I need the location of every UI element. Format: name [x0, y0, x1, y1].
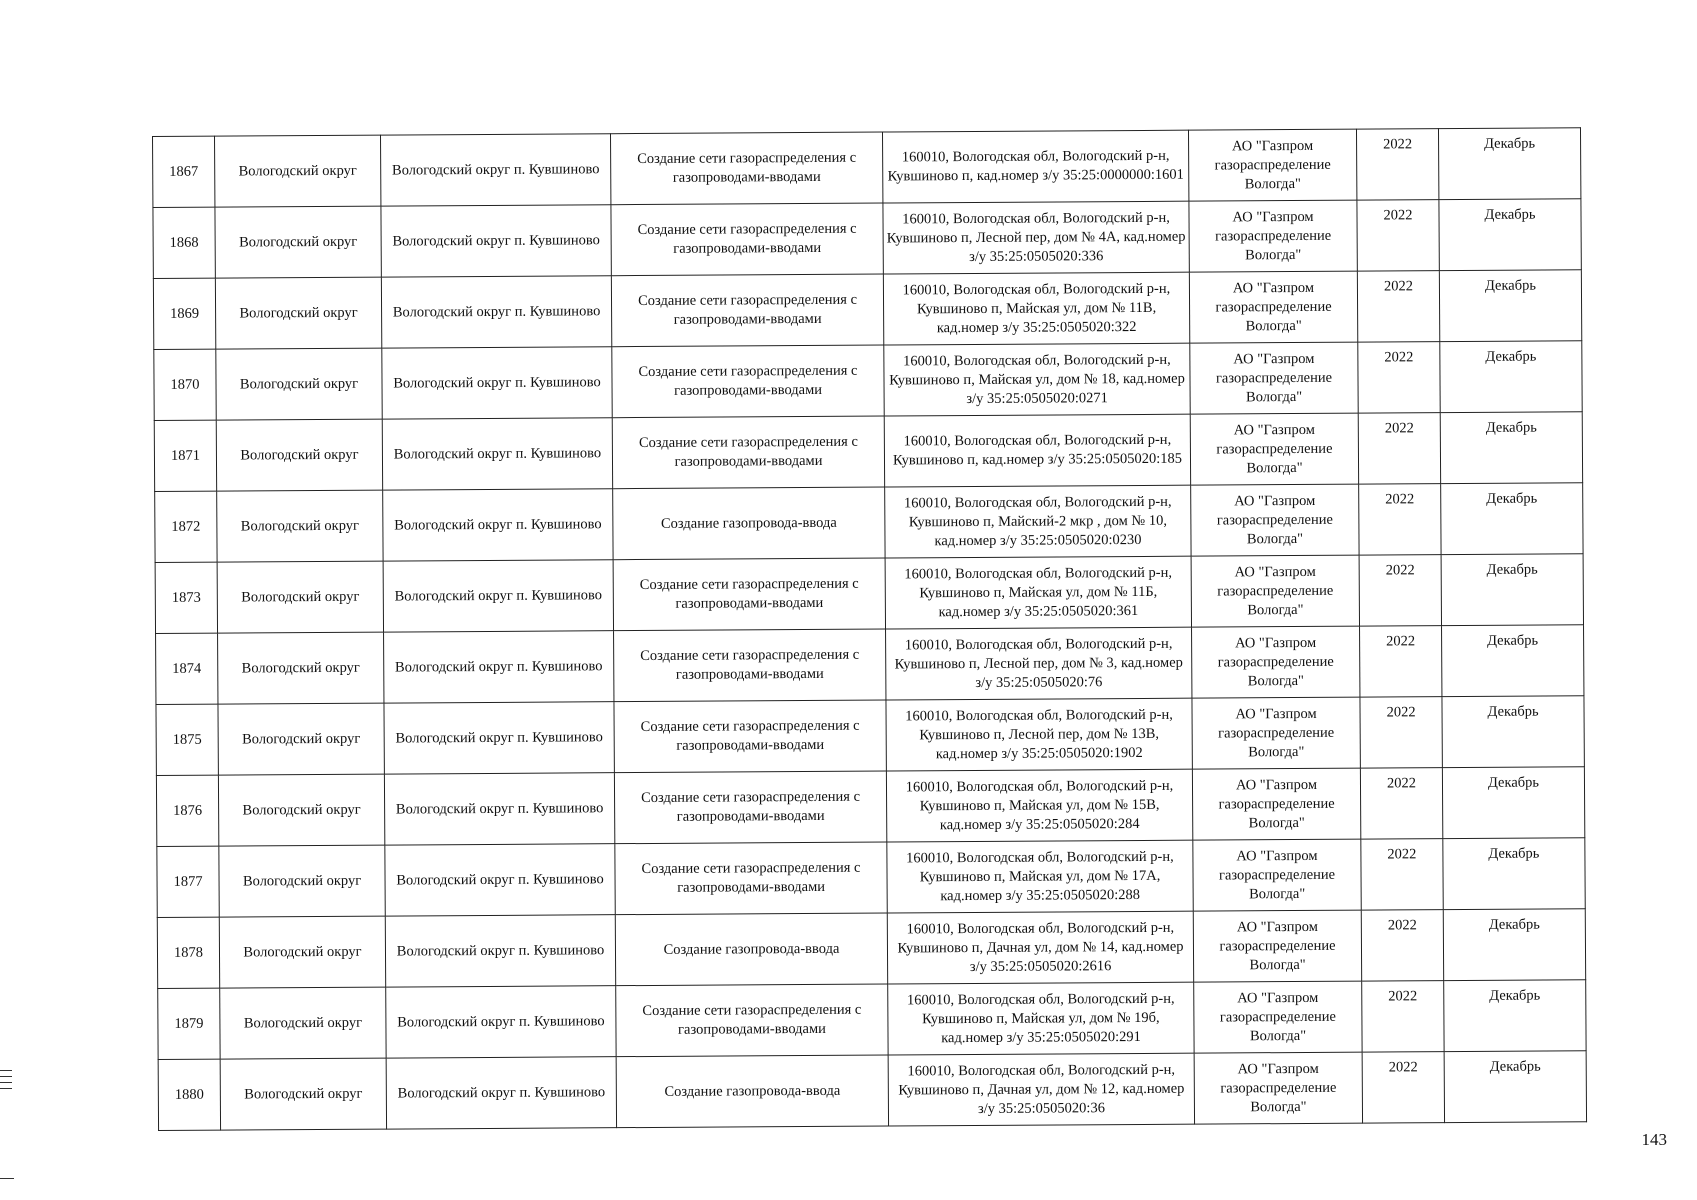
district-cell: Вологодский округ — [217, 490, 383, 562]
district-cell: Вологодский округ — [218, 632, 384, 704]
work-type-cell: Создание газопровода-ввода — [613, 487, 885, 560]
work-type-cell: Создание газопровода-ввода — [616, 1055, 888, 1128]
year-cell: 2022 — [1362, 1052, 1444, 1123]
year-cell: 2022 — [1357, 271, 1439, 342]
table-row — [157, 909, 1585, 989]
row-number: 1878 — [157, 917, 219, 988]
year-cell: 2022 — [1356, 129, 1438, 200]
table-row — [156, 696, 1584, 776]
work-type-cell: Создание сети газораспределения с газопроводами-вводами — [614, 771, 886, 844]
district-cell: Вологодский округ — [219, 916, 385, 988]
row-number: 1875 — [156, 704, 218, 775]
address-cell: 160010, Вологодская обл, Вологодский р-н, Кувшиново п, Майская ул, дом № 11Б, кад.номер з/у 35:25:0505020:361 — [885, 556, 1191, 629]
district-cell: Вологодский округ — [220, 1058, 386, 1130]
row-number: 1869 — [153, 278, 215, 349]
month-cell: Декабрь — [1444, 980, 1586, 1052]
address-cell: 160010, Вологодская обл, Вологодский р-н, Кувшиново п, Лесной пер, дом № 4А, кад.номер з/у 35:25:0505020:336 — [883, 201, 1189, 274]
organization-cell: АО "Газпром газораспределение Вологда" — [1189, 200, 1357, 272]
work-type-cell: Создание сети газораспределения с газопроводами-вводами — [612, 345, 884, 418]
row-number: 1870 — [154, 349, 216, 420]
year-cell: 2022 — [1361, 910, 1443, 981]
table-row — [156, 767, 1584, 847]
table-row — [157, 838, 1585, 918]
row-number: 1868 — [153, 207, 215, 278]
address-cell: 160010, Вологодская обл, Вологодский р-н, Кувшиново п, Дачная ул, дом № 14, кад.номер з/у 35:25:0505020:2616 — [887, 911, 1193, 984]
row-number: 1874 — [156, 633, 218, 704]
month-cell: Декабрь — [1443, 838, 1585, 910]
month-cell: Декабрь — [1441, 554, 1583, 626]
year-cell: 2022 — [1361, 839, 1443, 910]
address-cell: 160010, Вологодская обл, Вологодский р-н, Кувшиново п, Майская ул, дом № 17А, кад.номер з/у 35:25:0505020:288 — [887, 840, 1193, 913]
organization-cell: АО "Газпром газораспределение Вологда" — [1194, 1052, 1362, 1124]
locality-cell: Вологодский округ п. Кувшиново — [381, 276, 611, 348]
row-number: 1867 — [153, 136, 215, 207]
address-cell: 160010, Вологодская обл, Вологодский р-н, Кувшиново п, Майская ул, дом № 15В, кад.номер з/у 35:25:0505020:284 — [886, 769, 1192, 842]
district-cell: Вологодский округ — [215, 206, 381, 278]
organization-cell: АО "Газпром газораспределение Вологда" — [1192, 697, 1360, 769]
month-cell: Декабрь — [1444, 1051, 1586, 1123]
work-type-cell: Создание сети газораспределения с газопроводами-вводами — [611, 203, 883, 276]
month-cell: Декабрь — [1439, 270, 1581, 342]
table-row — [153, 199, 1581, 279]
address-cell: 160010, Вологодская обл, Вологодский р-н, Кувшиново п, Майская ул, дом № 18, кад.номер з/у 35:25:0505020:0271 — [884, 343, 1190, 416]
work-type-cell: Создание газопровода-ввода — [615, 913, 887, 986]
address-cell: 160010, Вологодская обл, Вологодский р-н, Кувшиново п, Лесной пер, дом № 3, кад.номер з/у 35:25:0505020:76 — [886, 627, 1192, 700]
month-cell: Декабрь — [1439, 199, 1581, 271]
district-cell: Вологодский округ — [217, 561, 383, 633]
district-cell: Вологодский округ — [218, 774, 384, 846]
gas-connection-table — [152, 127, 1587, 1131]
address-cell: 160010, Вологодская обл, Вологодский р-н, Кувшиново п, Майская ул, дом № 11В, кад.номер з/у 35:25:0505020:322 — [883, 272, 1189, 345]
row-number: 1880 — [158, 1059, 220, 1130]
table-row — [154, 412, 1582, 492]
district-cell: Вологодский округ — [215, 277, 381, 349]
month-cell: Декабрь — [1438, 128, 1580, 200]
table-body — [153, 128, 1587, 1131]
year-cell: 2022 — [1360, 626, 1442, 697]
locality-cell: Вологодский округ п. Кувшиново — [385, 915, 615, 987]
margin-line — [0, 1178, 14, 1179]
organization-cell: АО "Газпром газораспределение Вологда" — [1194, 981, 1362, 1053]
organization-cell: АО "Газпром газораспределение Вологда" — [1190, 413, 1358, 485]
locality-cell: Вологодский округ п. Кувшиново — [386, 986, 616, 1058]
year-cell: 2022 — [1357, 200, 1439, 271]
locality-cell: Вологодский округ п. Кувшиново — [383, 489, 613, 561]
organization-cell: АО "Газпром газораспределение Вологда" — [1191, 555, 1359, 627]
district-cell: Вологодский округ — [218, 703, 384, 775]
year-cell: 2022 — [1358, 413, 1440, 484]
table-row — [153, 270, 1581, 350]
locality-cell: Вологодский округ п. Кувшиново — [385, 844, 615, 916]
table-row — [156, 625, 1584, 705]
year-cell: 2022 — [1360, 768, 1442, 839]
month-cell: Декабрь — [1442, 767, 1584, 839]
locality-cell: Вологодский округ п. Кувшиново — [384, 773, 614, 845]
locality-cell: Вологодский округ п. Кувшиново — [382, 347, 612, 419]
locality-cell: Вологодский округ п. Кувшиново — [386, 1057, 616, 1129]
year-cell: 2022 — [1359, 484, 1441, 555]
locality-cell: Вологодский округ п. Кувшиново — [380, 134, 610, 206]
district-cell: Вологодский округ — [220, 987, 386, 1059]
page-number: 143 — [1641, 1130, 1667, 1149]
address-cell: 160010, Вологодская обл, Вологодский р-н, Кувшиново п, Майская ул, дом № 19б, кад.номер з/у 35:25:0505020:291 — [888, 982, 1194, 1055]
row-number: 1879 — [158, 988, 220, 1059]
year-cell: 2022 — [1358, 342, 1440, 413]
organization-cell: АО "Газпром газораспределение Вологда" — [1188, 129, 1356, 201]
year-cell: 2022 — [1359, 555, 1441, 626]
address-cell: 160010, Вологодская обл, Вологодский р-н, Кувшиново п, кад.номер з/у 35:25:0000000:1601 — [882, 130, 1188, 203]
address-cell: 160010, Вологодская обл, Вологодский р-н, Кувшиново п, Майский-2 мкр , дом № 10, кад.номер з/у 35:25:0505020:0230 — [885, 485, 1191, 558]
work-type-cell: Создание сети газораспределения с газопроводами-вводами — [615, 842, 887, 915]
district-cell: Вологодский округ — [215, 135, 381, 207]
table-row — [155, 483, 1583, 563]
work-type-cell: Создание сети газораспределения с газопроводами-вводами — [610, 132, 882, 205]
row-number: 1872 — [155, 491, 217, 562]
margin-marks — [0, 1070, 12, 1094]
organization-cell: АО "Газпром газораспределение Вологда" — [1193, 839, 1361, 911]
table-row — [155, 554, 1583, 634]
locality-cell: Вологодский округ п. Кувшиново — [383, 560, 613, 632]
month-cell: Декабрь — [1440, 341, 1582, 413]
organization-cell: АО "Газпром газораспределение Вологда" — [1193, 910, 1361, 982]
work-type-cell: Создание сети газораспределения с газопроводами-вводами — [614, 629, 886, 702]
organization-cell: АО "Газпром газораспределение Вологда" — [1191, 484, 1359, 556]
work-type-cell: Создание сети газораспределения с газопроводами-вводами — [612, 416, 884, 489]
work-type-cell: Создание сети газораспределения с газопроводами-вводами — [611, 274, 883, 347]
year-cell: 2022 — [1362, 981, 1444, 1052]
month-cell: Декабрь — [1440, 412, 1582, 484]
address-cell: 160010, Вологодская обл, Вологодский р-н, Кувшиново п, Лесной пер, дом № 13В, кад.номер з/у 35:25:0505020:1902 — [886, 698, 1192, 771]
row-number: 1871 — [154, 420, 216, 491]
organization-cell: АО "Газпром газораспределение Вологда" — [1192, 626, 1360, 698]
work-type-cell: Создание сети газораспределения с газопроводами-вводами — [614, 700, 886, 773]
row-number: 1877 — [157, 846, 219, 917]
month-cell: Декабрь — [1441, 483, 1583, 555]
district-cell: Вологодский округ — [219, 845, 385, 917]
address-cell: 160010, Вологодская обл, Вологодский р-н, Кувшиново п, кад.номер з/у 35:25:0505020:185 — [884, 414, 1190, 487]
month-cell: Декабрь — [1443, 909, 1585, 981]
row-number: 1873 — [155, 562, 217, 633]
organization-cell: АО "Газпром газораспределение Вологда" — [1192, 768, 1360, 840]
locality-cell: Вологодский округ п. Кувшиново — [384, 631, 614, 703]
table-row — [158, 1051, 1586, 1131]
month-cell: Декабрь — [1442, 696, 1584, 768]
month-cell: Декабрь — [1442, 625, 1584, 697]
year-cell: 2022 — [1360, 697, 1442, 768]
district-cell: Вологодский округ — [216, 419, 382, 491]
table-row — [153, 128, 1581, 208]
table-row — [158, 980, 1586, 1060]
locality-cell: Вологодский округ п. Кувшиново — [384, 702, 614, 774]
organization-cell: АО "Газпром газораспределение Вологда" — [1189, 271, 1357, 343]
address-cell: 160010, Вологодская обл, Вологодский р-н, Кувшиново п, Дачная ул, дом № 12, кад.номер з/у 35:25:0505020:36 — [888, 1053, 1194, 1126]
work-type-cell: Создание сети газораспределения с газопроводами-вводами — [613, 558, 885, 631]
work-type-cell: Создание сети газораспределения с газопроводами-вводами — [616, 984, 888, 1057]
locality-cell: Вологодский округ п. Кувшиново — [381, 205, 611, 277]
organization-cell: АО "Газпром газораспределение Вологда" — [1190, 342, 1358, 414]
table-row — [154, 341, 1582, 421]
row-number: 1876 — [156, 775, 218, 846]
locality-cell: Вологодский округ п. Кувшиново — [382, 418, 612, 490]
district-cell: Вологодский округ — [216, 348, 382, 420]
